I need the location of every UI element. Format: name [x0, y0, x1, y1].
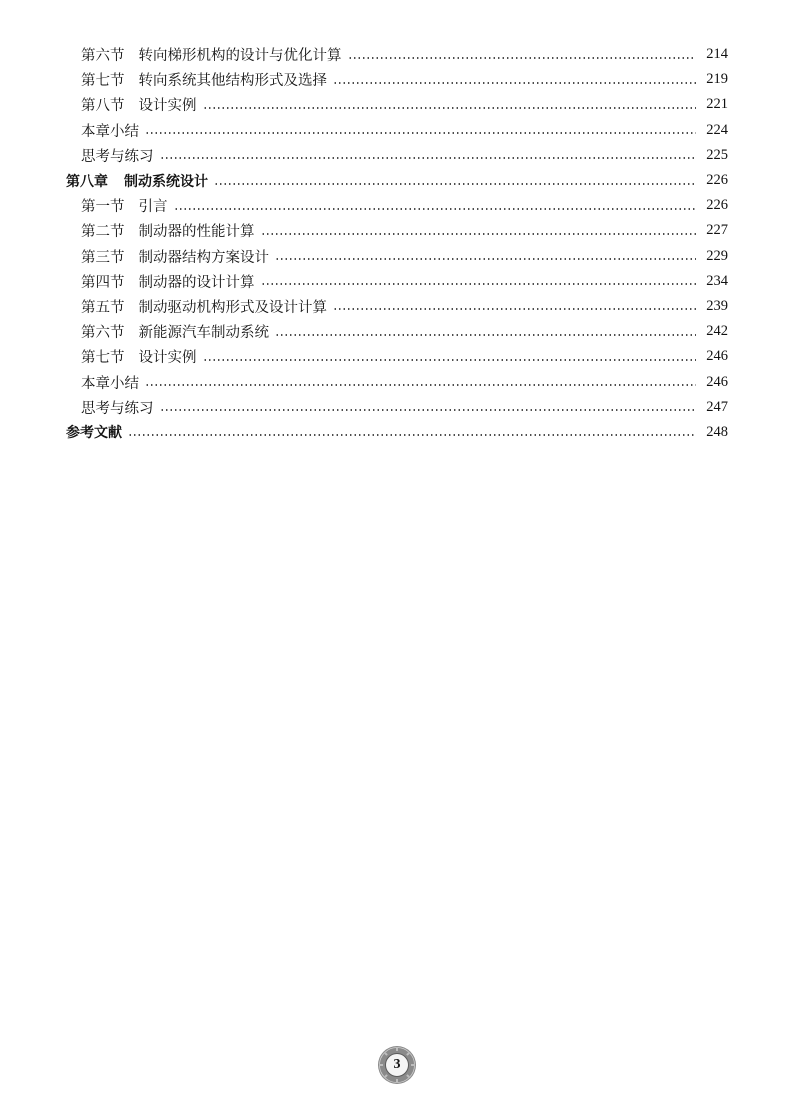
- toc-entry-exercises-b[interactable]: [66, 395, 728, 420]
- toc-entry-section-3[interactable]: [66, 244, 728, 269]
- chapter-title: 制动系统设计: [124, 173, 208, 190]
- dot-leader: [275, 258, 696, 260]
- dot-leader: [275, 334, 696, 336]
- section-title: 制动器结构方案设计: [138, 249, 269, 266]
- section-title: 设计实例: [138, 98, 197, 115]
- dot-leader: [174, 208, 697, 210]
- toc-entry-chapter-summary-b[interactable]: [66, 369, 728, 394]
- section-title: 引言: [138, 199, 168, 216]
- toc-entry-section-4[interactable]: [66, 269, 728, 294]
- dot-leader: [160, 157, 697, 159]
- section-title: 转向梯形机构的设计与优化计算: [138, 48, 342, 65]
- section-title: 制动器的设计计算: [138, 274, 255, 291]
- page-number: 225: [706, 146, 728, 163]
- section-number: 第二节: [81, 224, 125, 241]
- page-number: 248: [706, 423, 728, 440]
- toc-entry-chapter-summary[interactable]: [66, 118, 728, 143]
- dot-leader: [261, 283, 697, 285]
- dot-leader: [128, 434, 696, 436]
- dot-leader: [214, 183, 696, 185]
- section-title: 思考与练习: [81, 148, 154, 165]
- dot-leader: [261, 233, 697, 235]
- page-number: 221: [706, 96, 728, 113]
- dot-leader: [333, 82, 696, 84]
- toc-entry-section-5[interactable]: [66, 294, 728, 319]
- dot-leader: [160, 409, 697, 411]
- section-title: 转向系统其他结构形式及选择: [138, 73, 327, 90]
- page-number: 234: [706, 272, 728, 289]
- toc-entry-section-7[interactable]: [66, 67, 728, 92]
- dot-leader: [348, 57, 697, 59]
- section-number: 第六节: [81, 325, 125, 342]
- page-number: 214: [706, 46, 728, 63]
- section-number: 第四节: [81, 274, 125, 291]
- footer-page-number: 3: [393, 1057, 401, 1072]
- toc-entry-section-8[interactable]: [66, 92, 728, 117]
- section-number: 第六节: [81, 48, 125, 65]
- toc-entry-section-1[interactable]: [66, 193, 728, 218]
- section-number: 第七节: [81, 73, 125, 90]
- dot-leader: [203, 107, 697, 109]
- page-number: 226: [706, 197, 728, 214]
- toc-entry-references[interactable]: [66, 420, 728, 445]
- section-title: 新能源汽车制动系统: [138, 325, 269, 342]
- dot-leader: [145, 132, 696, 134]
- page-number: 224: [706, 121, 728, 138]
- section-number: 第八节: [81, 98, 125, 115]
- page-number: 242: [706, 323, 728, 340]
- dot-leader: [333, 308, 696, 310]
- dot-leader: [203, 359, 697, 361]
- section-title: 本章小结: [81, 123, 139, 140]
- dot-leader: [145, 384, 696, 386]
- section-title: 制动器的性能计算: [138, 224, 255, 241]
- section-number: 第七节: [81, 350, 125, 367]
- page-number: 247: [706, 398, 728, 415]
- section-title: 本章小结: [81, 375, 139, 392]
- page-number: 246: [706, 348, 728, 365]
- toc-entry-section-7b[interactable]: [66, 344, 728, 369]
- table-of-contents: [66, 42, 728, 445]
- section-number: 第五节: [81, 299, 125, 316]
- page-number: 226: [706, 172, 728, 189]
- toc-entry-chapter-8[interactable]: [66, 168, 728, 193]
- section-title: 思考与练习: [81, 400, 154, 417]
- references-title: 参考文献: [66, 425, 122, 442]
- section-number: 第一节: [81, 199, 125, 216]
- page-number: 239: [706, 297, 728, 314]
- page-number: 229: [706, 247, 728, 264]
- page-number-badge: [377, 1045, 417, 1085]
- toc-entry-section-6[interactable]: [66, 42, 728, 67]
- toc-entry-section-6b[interactable]: [66, 319, 728, 344]
- section-number: 第三节: [81, 249, 125, 266]
- chapter-number: 第八章: [66, 173, 108, 190]
- page-number: 246: [706, 373, 728, 390]
- toc-entry-exercises[interactable]: [66, 143, 728, 168]
- page-number: 227: [706, 222, 728, 239]
- toc-entry-section-2[interactable]: [66, 218, 728, 243]
- page-number: 219: [706, 71, 728, 88]
- section-title: 制动驱动机构形式及设计计算: [138, 299, 327, 316]
- section-title: 设计实例: [138, 350, 197, 367]
